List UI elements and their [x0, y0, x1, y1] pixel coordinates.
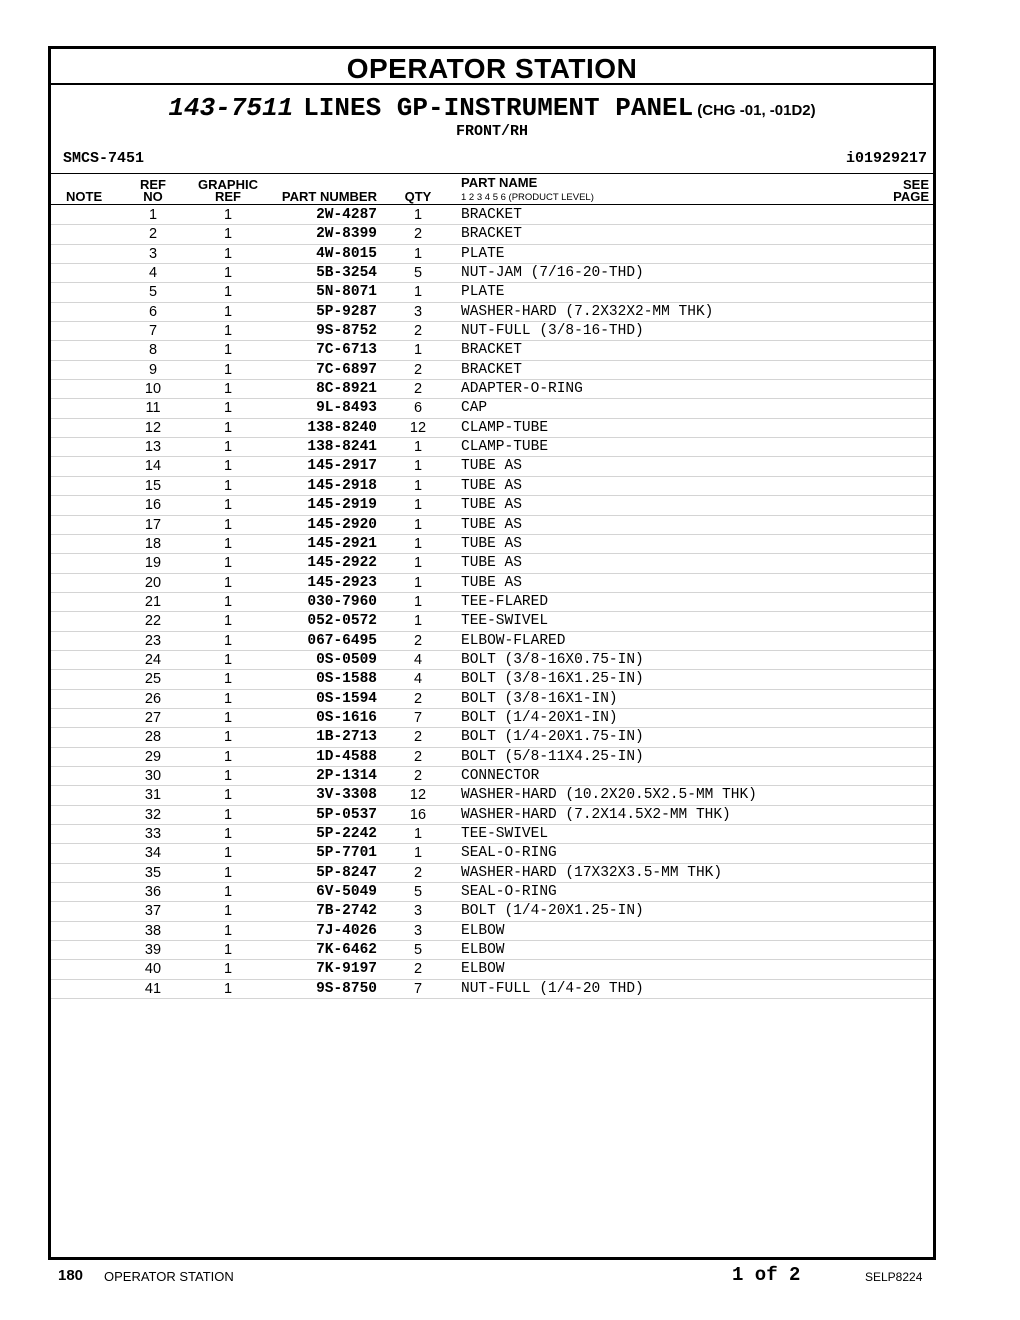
quantity: 2 [413, 381, 423, 398]
quantity: 16 [409, 806, 427, 823]
quantity: 7 [413, 980, 423, 997]
part-number: 0S-1594 [316, 690, 377, 707]
part-name: BRACKET [461, 207, 522, 223]
graphic-ref: 1 [223, 361, 233, 378]
quantity: 2 [413, 632, 423, 649]
ref-no: 17 [144, 516, 162, 533]
parts-row [51, 670, 933, 689]
parts-row [51, 864, 933, 883]
part-number: 067-6495 [307, 632, 377, 649]
part-number: 8C-8921 [316, 381, 377, 398]
quantity: 2 [413, 748, 423, 765]
parts-row [51, 477, 933, 496]
part-name: BOLT (3/8-16X1.25-IN) [461, 671, 644, 688]
graphic-ref: 1 [223, 632, 233, 649]
ref-no: 29 [144, 748, 162, 765]
part-name: ELBOW-FLARED [461, 632, 566, 649]
quantity: 2 [413, 864, 423, 881]
header-graphic-bottom: REF [215, 189, 241, 204]
quantity: 5 [413, 884, 423, 901]
header-see-bottom: PAGE [893, 189, 929, 204]
ref-no: 33 [144, 826, 162, 842]
graphic-ref: 1 [223, 748, 233, 765]
part-name: BOLT (1/4-20X1.75-IN) [461, 729, 644, 746]
ref-no: 15 [144, 477, 162, 494]
ref-no: 32 [144, 806, 162, 823]
part-name: BRACKET [461, 226, 522, 243]
ref-no: 13 [144, 439, 162, 456]
quantity: 3 [413, 922, 423, 939]
part-name: ELBOW [461, 942, 505, 959]
ref-no: 11 [145, 400, 161, 417]
quantity: 7 [413, 709, 423, 726]
ref-no: 39 [144, 942, 162, 959]
graphic-ref: 1 [223, 961, 233, 978]
parts-row [51, 593, 933, 612]
graphic-ref: 1 [223, 671, 233, 688]
quantity: 1 [413, 207, 423, 223]
part-number: 5N-8071 [316, 284, 377, 301]
part-name: TEE-SWIVEL [461, 613, 549, 630]
parts-row [51, 941, 933, 960]
part-name: TUBE AS [461, 458, 522, 475]
part-number: 030-7960 [307, 593, 377, 610]
quantity: 1 [413, 497, 423, 514]
page-frame [48, 46, 936, 1260]
ref-no: 31 [144, 787, 162, 804]
part-name: SEAL-O-RING [461, 845, 557, 862]
graphic-ref: 1 [223, 574, 233, 591]
part-name: TUBE AS [461, 574, 522, 591]
parts-row [51, 651, 933, 670]
ref-no: 6 [148, 303, 158, 320]
quantity: 6 [413, 400, 423, 417]
part-number: 145-2920 [307, 516, 377, 533]
part-number: 0S-1616 [316, 709, 377, 726]
ref-no: 22 [144, 613, 162, 630]
part-number: 5P-2242 [316, 826, 377, 842]
parts-row [51, 574, 933, 593]
header-part-name: PART NAME [461, 175, 538, 190]
ref-no: 21 [144, 593, 162, 610]
section-title: OPERATOR STATION [51, 49, 933, 85]
graphic-ref: 1 [223, 593, 233, 610]
parts-row [51, 245, 933, 264]
parts-row [51, 767, 933, 786]
part-name: WASHER-HARD (7.2X14.5X2-MM THK) [461, 806, 731, 823]
ref-no: 37 [144, 903, 162, 920]
part-number: 5P-0537 [316, 806, 377, 823]
ref-no: 18 [144, 535, 162, 552]
graphic-ref: 1 [223, 903, 233, 920]
ref-no: 10 [144, 381, 162, 398]
illustration-id: i01929217 [845, 150, 927, 167]
quantity: 2 [413, 961, 423, 978]
graphic-ref: 1 [223, 245, 233, 262]
ref-no: 5 [148, 284, 158, 301]
quantity: 1 [413, 342, 423, 359]
parts-row [51, 632, 933, 651]
ref-no: 30 [144, 767, 162, 784]
quantity: 12 [409, 419, 427, 436]
part-number: 5P-9287 [316, 303, 377, 320]
graphic-ref: 1 [223, 651, 233, 668]
part-name: BOLT (1/4-20X1.25-IN) [461, 903, 644, 920]
parts-row [51, 303, 933, 322]
part-number: 145-2922 [307, 555, 377, 572]
parts-row [51, 825, 933, 844]
ref-no: 24 [144, 651, 162, 668]
quantity: 2 [413, 690, 423, 707]
graphic-ref: 1 [223, 709, 233, 726]
graphic-ref: 1 [223, 826, 233, 842]
part-name: BOLT (1/4-20X1-IN) [461, 709, 618, 726]
ref-no: 41 [144, 980, 162, 997]
part-number: 1B-2713 [316, 729, 377, 746]
parts-row [51, 457, 933, 476]
part-name: BOLT (3/8-16X0.75-IN) [461, 651, 644, 668]
part-number: 2W-4287 [316, 207, 377, 223]
parts-row [51, 806, 933, 825]
graphic-ref: 1 [223, 555, 233, 572]
part-name: WASHER-HARD (17X32X3.5-MM THK) [461, 864, 723, 881]
ref-no: 12 [144, 419, 162, 436]
part-number: 7B-2742 [316, 903, 377, 920]
parts-row [51, 341, 933, 360]
ref-no: 26 [144, 690, 162, 707]
part-number: 145-2921 [307, 535, 377, 552]
parts-row [51, 438, 933, 457]
part-name: TEE-SWIVEL [461, 826, 549, 842]
parts-row [51, 206, 933, 225]
group-name: LINES GP-INSTRUMENT PANEL [303, 93, 694, 123]
parts-row [51, 516, 933, 535]
graphic-ref: 1 [223, 458, 233, 475]
parts-list [51, 206, 933, 999]
graphic-ref: 1 [223, 323, 233, 340]
ref-no: 28 [144, 729, 162, 746]
group-title-line [51, 93, 933, 123]
parts-row [51, 728, 933, 747]
graphic-ref: 1 [223, 477, 233, 494]
graphic-ref: 1 [223, 419, 233, 436]
graphic-ref: 1 [223, 400, 233, 417]
part-name: TUBE AS [461, 497, 522, 514]
smcs-code: SMCS-7451 [63, 150, 145, 167]
graphic-ref: 1 [223, 439, 233, 456]
quantity: 1 [413, 555, 423, 572]
quantity: 3 [413, 903, 423, 920]
part-number: 0S-0509 [316, 651, 377, 668]
graphic-ref: 1 [223, 226, 233, 243]
part-number: 5B-3254 [316, 265, 377, 282]
parts-row [51, 844, 933, 863]
part-name: TUBE AS [461, 555, 522, 572]
graphic-ref: 1 [223, 767, 233, 784]
graphic-ref: 1 [223, 787, 233, 804]
part-number: 145-2918 [307, 477, 377, 494]
parts-row [51, 380, 933, 399]
part-number: 7C-6897 [316, 361, 377, 378]
part-name: TUBE AS [461, 535, 522, 552]
parts-row [51, 980, 933, 999]
part-name: WASHER-HARD (10.2X20.5X2.5-MM THK) [461, 787, 757, 804]
parts-row [51, 361, 933, 380]
parts-row [51, 554, 933, 573]
ref-no: 8 [148, 342, 158, 359]
parts-row [51, 496, 933, 515]
part-name: ELBOW [461, 922, 505, 939]
ref-no: 4 [148, 265, 158, 282]
quantity: 1 [413, 477, 423, 494]
quantity: 5 [413, 265, 423, 282]
quantity: 1 [413, 439, 423, 456]
quantity: 4 [413, 651, 423, 668]
ref-no: 19 [144, 555, 162, 572]
graphic-ref: 1 [223, 516, 233, 533]
part-number: 3V-3308 [316, 787, 377, 804]
parts-row [51, 612, 933, 631]
part-number: 9L-8493 [316, 400, 377, 417]
ref-no: 16 [144, 497, 162, 514]
part-name: NUT-FULL (1/4-20 THD) [461, 980, 644, 997]
publication-number: SELP8224 [865, 1270, 923, 1284]
part-number: 5P-7701 [316, 845, 377, 862]
parts-row [51, 690, 933, 709]
part-number: 052-0572 [307, 613, 377, 630]
part-name: PLATE [461, 245, 505, 262]
part-name: TUBE AS [461, 516, 522, 533]
graphic-ref: 1 [223, 806, 233, 823]
parts-row [51, 535, 933, 554]
parts-row [51, 902, 933, 921]
header-ref-bottom: NO [143, 189, 163, 204]
quantity: 2 [413, 361, 423, 378]
graphic-ref: 1 [223, 864, 233, 881]
part-number: 7J-4026 [316, 922, 377, 939]
part-number: 145-2917 [307, 458, 377, 475]
change-level: (CHG -01, -01D2) [697, 102, 816, 119]
ref-no: 40 [144, 961, 162, 978]
quantity: 2 [413, 729, 423, 746]
part-name: CLAMP-TUBE [461, 419, 549, 436]
footer-section: OPERATOR STATION [104, 1269, 234, 1284]
quantity: 1 [413, 826, 423, 842]
ref-no: 1 [148, 207, 158, 223]
ref-no: 34 [144, 845, 162, 862]
graphic-ref: 1 [223, 535, 233, 552]
part-number: 9S-8752 [316, 323, 377, 340]
graphic-ref: 1 [223, 284, 233, 301]
part-name: BRACKET [461, 361, 522, 378]
quantity: 1 [413, 245, 423, 262]
parts-row [51, 225, 933, 244]
part-number: 7C-6713 [316, 342, 377, 359]
quantity: 1 [413, 516, 423, 533]
header-qty: QTY [404, 189, 432, 204]
part-name: ELBOW [461, 961, 505, 978]
graphic-ref: 1 [223, 729, 233, 746]
part-number: 7K-9197 [316, 961, 377, 978]
part-name: BRACKET [461, 342, 522, 359]
page-number: 180 [58, 1267, 84, 1284]
ref-no: 38 [144, 922, 162, 939]
parts-row [51, 419, 933, 438]
header-bottom-rule [51, 204, 933, 205]
ref-no: 7 [148, 323, 158, 340]
ref-no: 23 [144, 632, 162, 649]
ref-no: 9 [148, 361, 158, 378]
graphic-ref: 1 [223, 342, 233, 359]
ref-no: 3 [148, 245, 158, 262]
header-note: NOTE [66, 189, 103, 204]
part-number: 145-2919 [307, 497, 377, 514]
graphic-ref: 1 [223, 381, 233, 398]
part-number: 2P-1314 [316, 767, 377, 784]
quantity: 5 [413, 942, 423, 959]
parts-row [51, 960, 933, 979]
part-name: WASHER-HARD (7.2X32X2-MM THK) [461, 303, 714, 320]
header-ref-top: REF [140, 177, 166, 192]
quantity: 4 [413, 671, 423, 688]
part-number: 4W-8015 [316, 245, 377, 262]
ref-no: 2 [148, 226, 158, 243]
header-graphic-top: GRAPHIC [198, 177, 258, 192]
quantity: 1 [413, 593, 423, 610]
graphic-ref: 1 [223, 613, 233, 630]
parts-row [51, 748, 933, 767]
graphic-ref: 1 [223, 690, 233, 707]
parts-row [51, 883, 933, 902]
parts-row [51, 399, 933, 418]
part-number: 9S-8750 [316, 980, 377, 997]
group-subtitle: FRONT/RH [455, 123, 528, 140]
quantity: 1 [413, 574, 423, 591]
graphic-ref: 1 [223, 303, 233, 320]
part-number: 7K-6462 [316, 942, 377, 959]
part-name: PLATE [461, 284, 505, 301]
part-name: TUBE AS [461, 477, 522, 494]
ref-no: 36 [144, 884, 162, 901]
part-name: TEE-FLARED [461, 593, 549, 610]
part-name: ADAPTER-O-RING [461, 381, 583, 398]
part-name: BOLT (5/8-11X4.25-IN) [461, 748, 644, 765]
ref-no: 35 [144, 864, 162, 881]
part-name: NUT-FULL (3/8-16-THD) [461, 323, 644, 340]
ref-no: 20 [144, 574, 162, 591]
part-number: 2W-8399 [316, 226, 377, 243]
graphic-ref: 1 [223, 942, 233, 959]
part-number: 138-8240 [307, 419, 377, 436]
quantity: 1 [413, 458, 423, 475]
part-name: CAP [461, 400, 488, 417]
quantity: 1 [413, 613, 423, 630]
parts-row [51, 264, 933, 283]
part-number: 1D-4588 [316, 748, 377, 765]
parts-row [51, 922, 933, 941]
quantity: 1 [413, 284, 423, 301]
quantity: 2 [413, 226, 423, 243]
part-name: CLAMP-TUBE [461, 439, 549, 456]
graphic-ref: 1 [223, 497, 233, 514]
graphic-ref: 1 [223, 265, 233, 282]
page-of: 1 of 2 [732, 1264, 801, 1286]
part-number: 0S-1588 [316, 671, 377, 688]
quantity: 1 [413, 845, 423, 862]
graphic-ref: 1 [223, 884, 233, 901]
graphic-ref: 1 [223, 207, 233, 223]
part-number: 5P-8247 [316, 864, 377, 881]
group-number: 143-7511 [168, 93, 294, 123]
part-name: SEAL-O-RING [461, 884, 557, 901]
part-name: BOLT (3/8-16X1-IN) [461, 690, 618, 707]
quantity: 2 [413, 767, 423, 784]
parts-row [51, 786, 933, 805]
quantity: 1 [413, 535, 423, 552]
graphic-ref: 1 [223, 980, 233, 997]
quantity: 12 [409, 787, 427, 804]
graphic-ref: 1 [223, 845, 233, 862]
header-part-number: PART NUMBER [281, 189, 377, 204]
parts-row [51, 283, 933, 302]
parts-row [51, 709, 933, 728]
part-name: CONNECTOR [461, 767, 540, 784]
ref-no: 27 [144, 709, 162, 726]
part-name: NUT-JAM (7/16-20-THD) [461, 265, 644, 282]
ref-no: 14 [144, 458, 162, 475]
part-number: 6V-5049 [316, 884, 377, 901]
header-top-rule [51, 173, 933, 174]
header-product-levels: 1 2 3 4 5 6 (PRODUCT LEVEL) [461, 192, 594, 203]
quantity: 2 [413, 323, 423, 340]
ref-no: 25 [144, 671, 162, 688]
header-see-top: SEE [902, 177, 929, 192]
graphic-ref: 1 [223, 922, 233, 939]
quantity: 3 [413, 303, 423, 320]
part-number: 138-8241 [307, 439, 377, 456]
part-number: 145-2923 [307, 574, 377, 591]
parts-row [51, 322, 933, 341]
